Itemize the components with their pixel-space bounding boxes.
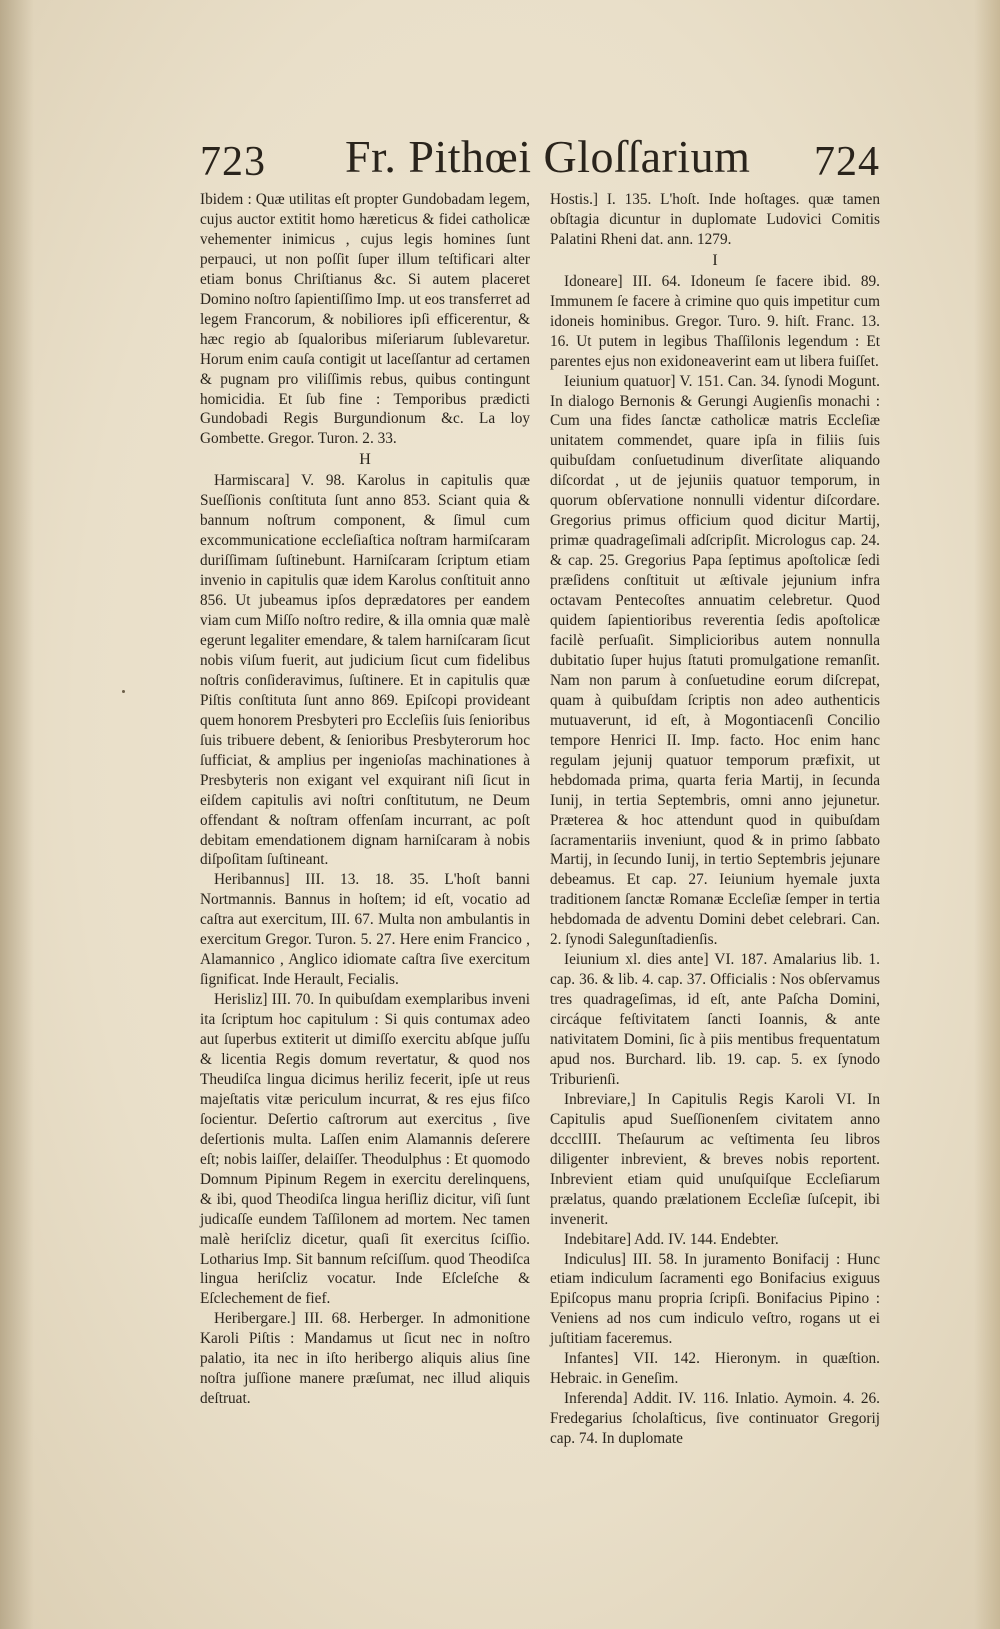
entry-idoneare: Idoneare] III. 64. Idoneum ſe facere ibid. 89. Immunem ſe facere à crimine quo quis impetitur cum idoneis hominibus. Gregor. Turo. 9. hiſt. Franc. 13. 16. Ut putem in legibus Thaſſilonis legendum : Et parentes ejus non exidoneaverint eam ut libera fuiſſet.	[550, 272, 880, 370]
entry-infantes: Infantes] VII. 142. Hieronym. in quæſtion. Hebraic. in Geneſim.	[550, 1350, 880, 1388]
paper-speck	[122, 690, 125, 693]
page-number-right: 724	[814, 139, 880, 185]
entry-herisliz: Herisliz] III. 70. In quibuſdam exemplaribus inveni ita ſcriptum hoc capitulum : Si quis contumax adeo aut ſuperbus extiterit ut dimiſſo exercitu abſque juſſu & licentia Regis domum revertatur, & quod nos Theudiſca lingua dicimus heriliz fecerit, ipſe ut reus majeſtatis vitæ periculum incurrat, & res ejus fiſco ſocientur. Deſertio caſtrorum aut exercitus , ſive deſertionis multa. Laſſen enim Alamannis deſerere eſt; nobis laiſſer, delaiſſer. Theodulphus : Et quomodo Domnum Pipinum Regem in exercitu derelinquens, & ibi, quod Theodiſca lingua heriſliz dicitur, viſi ſunt judicaſſe eundem Taſſilonem ad mortem. Nec tamen malè heriſcliz dicetur, quaſi ſit exercitus ſciſſio. Lotharius Imp. Sit bannum reſciſſum. quod Theodiſca lingua heriſcliz vocatur. Inde Eſcleſche & Eſclechement de fief.	[200, 991, 530, 1308]
entry-ieiunium-quatuor: Ieiunium quatuor] V. 151. Can. 34. ſynodi Mogunt. In dialogo Bernonis & Gerungi Augienſis monachi : Cum una fides ſanctæ catholicæ matris Eccleſiæ unitatem commendet, quare ipſa in filiis ſuis quibuſdam conſuetudinum diverſitate aliquando diſcordat , ut de jejuniis quatuor temporum, in quorum obſervatione nonnulli videntur diſcordare. Gregorius primus officium quod dicitur Martij, primæ quadrageſimali adſcripſit. Micrologus cap. 24. & cap. 25. Gregorius Papa ſeptimus apoſtolicæ ſedi præſidens conſtituit ut æſtivale jejunium infra octavam Pentecoſtes annuatim celebretur. Quod quidem ſapientioribus reverentia ſedis apoſtolicæ facilè perſuaſit. Simplicioribus autem nonnulla dubitatio ſuper hujus ſtatuti promulgatione remanſit. Nam non parum à conſuetudine eorum diſcrepat, quam à quibuſdam ſcriptis non adeo authenticis mutuaverunt, id eſt, à Mogontiacenſi Concilio tempore Henrici II. Imp. facto. Hoc enim hanc regulam jejunij quatuor temporum præfixit, ut hebdomada prima, quarta feria Martij, in ſecunda Iunij, in tertia Septembris, omni anno jejunetur. Præterea & hoc attendunt quod in quibuſdam ſacramentariis inveniunt, quod & in primo ſabbato Martij, in ſecundo Iunij, in tertio Septembris jejunare debeamus. Et cap. 27. Ieiunium hyemale juxta traditionem ſanctæ Romanæ Eccleſiæ ſemper in tertia hebdomada de adventu Domini debet celebrari. Can. 2. ſynodi Salegunſtadienſis.	[550, 372, 880, 949]
right-column	[550, 190, 880, 1449]
page-number-left: 723	[200, 139, 266, 185]
section-letter-i: I	[712, 251, 718, 269]
entry-indiculus: Indiculus] III. 58. In juramento Bonifacij : Hunc etiam indiculum ſacramenti ego Bonifacius exiguus Epiſcopus manu propria ſcripſi. Bonifacius Pipino : Veniens ad nos cum indiculo veſtro, rogans ut ei juſtitiam faceremus.	[550, 1250, 880, 1348]
entry-heribergare: Heribergare.] III. 68. Herberger. In admonitione Karoli Piſtis : Mandamus ut ſicut nec in noſtro palatio, ita nec in iſto heribergo aliquis alius ſine noſtra juſſione manere præſumat, nec illud aliquis deſtruat.	[200, 1310, 530, 1408]
entry-ibidem: Ibidem : Quæ utilitas eſt propter Gundobadam legem, cujus auctor extitit homo hæreticus & fidei catholicæ vehementer inimicus , cujus legis homines ſunt perpauci, ut non poſſit ſuper illum teſtificari alter etiam bonus Chriſtianus &c. Si autem placeret Domino noſtro ſapientiſſimo Imp. ut eos transferret ad legem Francorum, & nobiliores ipſi efficerentur, & hæc regio ab ſqualoribus miſeriarum ſublevaretur. Horum enim cauſa contigit ut laceſſantur ad certamen & pugnam pro viliſſimis rebus, quibus contingunt homicidia. Et ſub fine : Temporibus prædicti Gundobadi Regis Burgundionum &c. La loy Gombette. Gregor. Turon. 2. 33.	[200, 191, 530, 448]
running-header	[200, 130, 880, 190]
page-title: Fr. Pithœi Gloſſarium	[345, 131, 751, 182]
entry-indebitare: Indebitare] Add. IV. 144. Endebter.	[564, 1230, 779, 1248]
entry-heribannus: Heribannus] III. 13. 18. 35. L'hoſt banni Nortmannis. Bannus in hoſtem; id eſt, vocatio ad caſtra aut exercitum, III. 67. Multa non ambulantis in exercitum Gregor. Turon. 5. 27. Here enim Francico , Alamannico , Anglico idiomate caſtra ſive exercitum ſignificat. Inde Herault, Fecialis.	[200, 871, 530, 989]
left-column	[200, 190, 530, 1409]
section-letter-h: H	[359, 451, 371, 469]
entry-harmiscara: Harmiscara] V. 98. Karolus in capitulis quæ Sueſſionis conſtituta ſunt anno 853. Sciant quia & bannum noſtrum component, & ſimul cum excommunicatione eccleſiaſtica noſtram harmiſcaram duriſſimam ſuſtinebunt. Harniſcaram ſcriptum etiam invenio in capitulis quæ idem Karolus conſtituit anno 856. Ut jubeamus ipſos deprædatores per eandem viam cum Miſſo noſtro redire, & illa omnia quæ malè egerunt legaliter emendare, & talem harniſcaram ſicut nobis viſum fuerit, aut judicium ſicut cum fidelibus noſtris conſideravimus, ſuſtinere. Et in capitulis quæ Piſtis conſtituta ſunt anno 869. Epiſcopi provideant quem honorem Presbyteri pro Eccleſiis ſuis ſenioribus ſuis tribuere debent, & ſenioribus Presbyterorum hoc ſufficiat, & amplius per ingenioſas machinationes à Presbyteris non exigant vel exquirant niſi ſicut in eiſdem capitulis avi noſtri conſtitutum, ne Deum offendant & noſtram offenſam incurrant, ac poſt debitam emendationem dignam harniſcaram à nobis diſpoſitam ſuſtineant.	[200, 472, 530, 869]
entry-ieiunium-xl: Ieiunium xl. dies ante] VI. 187. Amalarius lib. 1. cap. 36. & lib. 4. cap. 37. Officialis : Nos obſervamus tres quadrageſimas, id eſt, ante Paſcha Domini, circáque feſtivitatem ſancti Ioannis, & ante nativitatem Domini, ſic à piis mentibus frequentatum apud nos. Burchard. lib. 19. cap. 5. ex ſynodo Triburienſi.	[550, 951, 880, 1088]
entry-hostis: Hostis.] I. 135. L'hoſt. Inde hoſtages. quæ tamen obſtagia dicuntur in duplomate Ludovici Comitis Palatini Rheni dat. ann. 1279.	[550, 191, 880, 248]
entry-inbreviare: Inbreviare,] In Capitulis Regis Karoli VI. In Capitulis apud Sueſſionenſem civitatem anno dccclIII. Theſaurum ac veſtimenta ſeu libros diligenter inbrevient, & breves nobis reportent. Inbrevient etiam quid unuſquiſque Eccleſiarum prælatus, quando prælationem Eccleſiæ ſuſcepit, ibi invenerit.	[550, 1090, 880, 1228]
entry-inferenda: Inferenda] Addit. IV. 116. Inlatio. Aymoin. 4. 26. Fredegarius ſcholaſticus, ſive continuator Gregorij cap. 74. In duplomate	[550, 1390, 880, 1448]
